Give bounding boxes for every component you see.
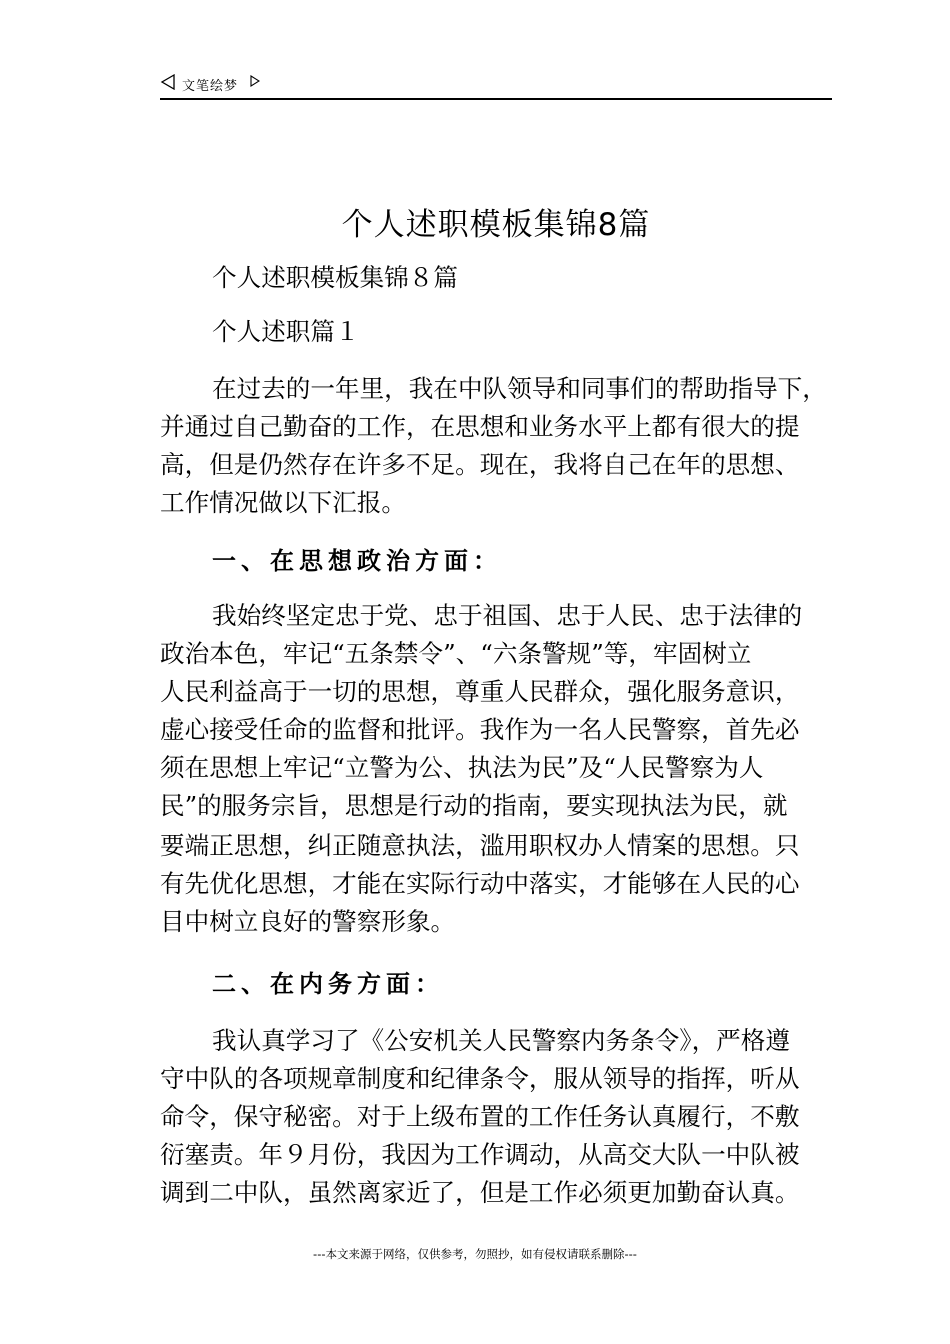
page-header — [160, 72, 832, 100]
section1-line: 目中树立良好的警察形象。 — [160, 907, 456, 936]
document-title: 个人述职模板集锦8篇 — [341, 207, 651, 243]
intro-line: 在过去的一年里，我在中队领导和同事们的帮助指导下， — [212, 374, 827, 403]
intro-line: 高，但是仍然存在许多不足。现在，我将自己在年的思想、 — [160, 450, 800, 479]
header-brand: 文笔绘梦 — [182, 79, 239, 94]
section1-line: 须在思想上牢记“立警为公、执法为民”及“人民警察为人 — [160, 753, 764, 782]
section2-line: 调到二中队，虽然离家近了，但是工作必须更加勤奋认真。 — [160, 1178, 800, 1207]
section1-line: 有先优化思想，才能在实际行动中落实，才能够在人民的心 — [160, 869, 800, 898]
section-heading: 二、在内务方面： — [212, 970, 444, 998]
section1-line: 民”的服务宗旨，思想是行动的指南，要实现执法为民，就 — [160, 791, 788, 820]
section1-line: 虚心接受任命的监督和批评。我作为一名人民警察，首先必 — [160, 715, 800, 744]
section1-line: 人民利益高于一切的思想，尊重人民群众，强化服务意识， — [160, 677, 800, 706]
section1-line: 政治本色，牢记“五条禁令”、“六条警规”等，牢固树立 — [160, 639, 752, 668]
section2-line: 命令，保守秘密。对于上级布置的工作任务认真履行，不敷 — [160, 1102, 800, 1131]
section2-line: 我认真学习了《公安机关人民警察内务条令》，严格遵 — [212, 1026, 790, 1055]
intro-line: 并通过自己勤奋的工作，在思想和业务水平上都有很大的提 — [160, 412, 800, 441]
section2-line: 衍塞责。年９月份，我因为工作调动，从高交大队一中队被 — [160, 1140, 800, 1169]
intro-line: 工作情况做以下汇报。 — [160, 488, 406, 517]
document-subtitle: 个人述职模板集锦８篇 — [212, 263, 458, 292]
footer-disclaimer: ---本文来源于网络，仅供参考，勿照抄，如有侵权请联系删除--- — [313, 1247, 637, 1261]
section1-line: 我始终坚定忠于党、忠于祖国、忠于人民、忠于法律的 — [212, 601, 803, 630]
triangle-right-icon — [250, 75, 260, 87]
section-heading: 一、在思想政治方面： — [212, 547, 502, 575]
section1-line: 要端正思想，纠正随意执法，滥用职权办人情案的思想。只 — [160, 831, 800, 860]
section2-line: 守中队的各项规章制度和纪律条令，服从领导的指挥，听从 — [160, 1064, 800, 1093]
triangle-left-icon — [160, 74, 176, 90]
chapter-title: 个人述职篇１ — [212, 317, 360, 346]
